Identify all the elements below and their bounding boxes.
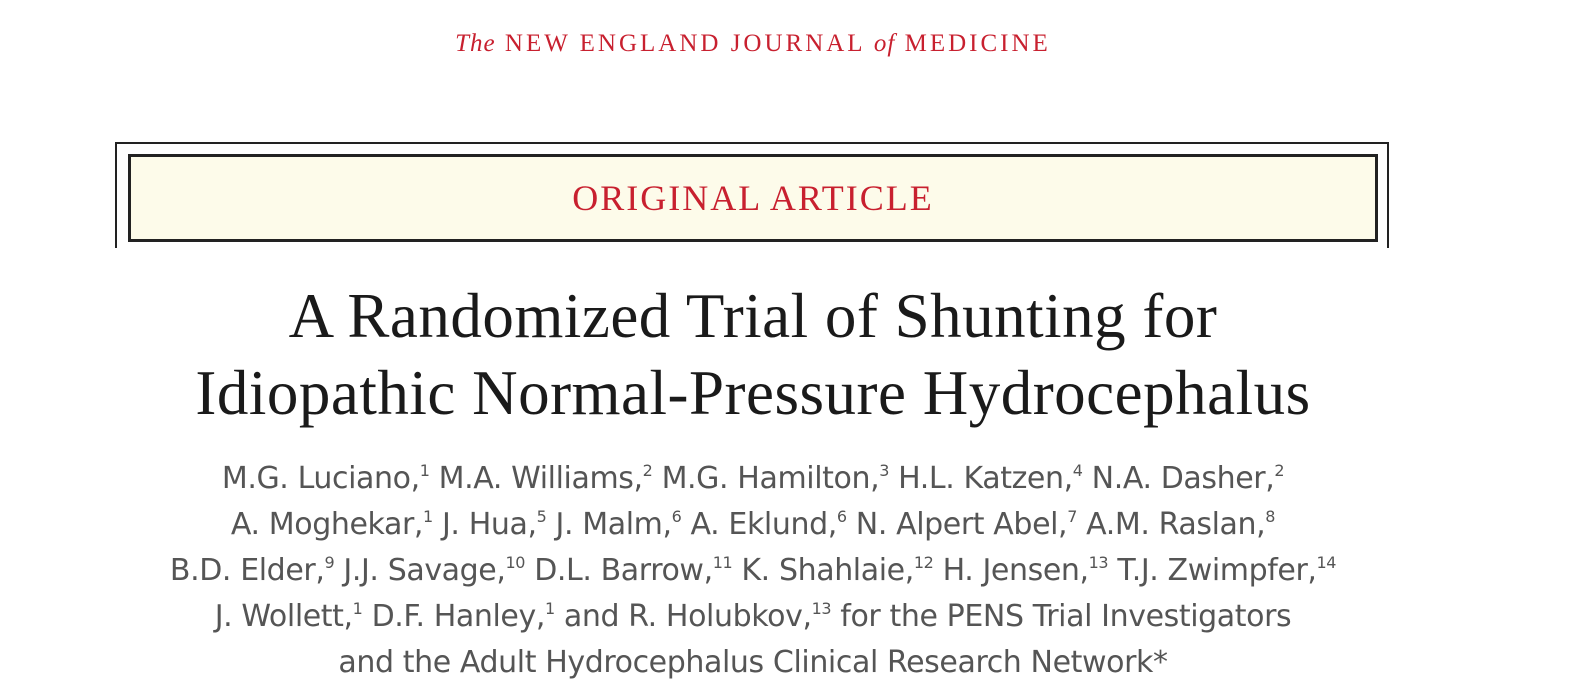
masthead-name-part1: NEW ENGLAND JOURNAL bbox=[504, 30, 865, 57]
affiliation-number: 14 bbox=[1316, 553, 1337, 572]
affiliation-number: 13 bbox=[1088, 553, 1109, 572]
author-name: K. Shahlaie, bbox=[741, 553, 914, 588]
author-line bbox=[0, 456, 1506, 502]
masthead-the: The bbox=[455, 30, 496, 57]
article-type-banner bbox=[128, 154, 1378, 242]
affiliation-number: 13 bbox=[811, 599, 832, 618]
affiliation-number: 2 bbox=[642, 461, 653, 480]
author-name: A. Eklund, bbox=[690, 507, 837, 542]
affiliation-number: 6 bbox=[671, 507, 682, 526]
affiliation-number: 10 bbox=[505, 553, 526, 572]
affiliation-number: 5 bbox=[536, 507, 547, 526]
masthead-name-part2: MEDICINE bbox=[904, 30, 1051, 57]
author-name: N.A. Dasher, bbox=[1091, 461, 1275, 496]
group-credit-line: and the Adult Hydrocephalus Clinical Research Network* bbox=[338, 645, 1168, 680]
article-title bbox=[0, 278, 1506, 432]
group-credit: for the PENS Trial Investigators bbox=[840, 599, 1292, 634]
author-name: J. Malm, bbox=[555, 507, 672, 542]
affiliation-number: 8 bbox=[1265, 507, 1276, 526]
author-name: M.G. Hamilton, bbox=[661, 461, 880, 496]
author-name: M.G. Luciano, bbox=[221, 461, 420, 496]
affiliation-number: 11 bbox=[712, 553, 733, 572]
affiliation-number: 1 bbox=[423, 507, 433, 526]
author-name: and R. Holubkov, bbox=[563, 599, 812, 634]
author-line bbox=[0, 502, 1506, 548]
author-line bbox=[0, 594, 1506, 640]
author-name: D.L. Barrow, bbox=[534, 553, 713, 588]
author-name: H.L. Katzen, bbox=[898, 461, 1073, 496]
author-name: D.F. Hanley, bbox=[371, 599, 545, 634]
affiliation-number: 4 bbox=[1072, 461, 1083, 480]
author-name: A.M. Raslan, bbox=[1086, 507, 1266, 542]
author-name: J.J. Savage, bbox=[343, 553, 506, 588]
author-name: H. Jensen, bbox=[942, 553, 1089, 588]
author-name: N. Alpert Abel, bbox=[855, 507, 1068, 542]
affiliation-number: 2 bbox=[1274, 461, 1285, 480]
journal-masthead bbox=[0, 30, 1506, 58]
article-type-label: ORIGINAL ARTICLE bbox=[572, 178, 934, 218]
title-line-2: Idiopathic Normal-Pressure Hydrocephalus bbox=[195, 358, 1311, 428]
author-list bbox=[0, 456, 1506, 686]
affiliation-number: 1 bbox=[352, 599, 363, 618]
affiliation-number: 3 bbox=[879, 461, 889, 480]
masthead-of: of bbox=[873, 30, 896, 57]
affiliation-number: 1 bbox=[419, 461, 430, 480]
author-name: T.J. Zwimpfer, bbox=[1117, 553, 1317, 588]
author-line bbox=[0, 548, 1506, 594]
title-line-1: A Randomized Trial of Shunting for bbox=[288, 281, 1218, 351]
author-name: M.A. Williams, bbox=[438, 461, 643, 496]
author-name: J. Wollett, bbox=[214, 599, 353, 634]
affiliation-number: 6 bbox=[836, 507, 847, 526]
affiliation-number: 12 bbox=[913, 553, 934, 572]
author-name: A. Moghekar, bbox=[230, 507, 424, 542]
author-name: J. Hua, bbox=[441, 507, 537, 542]
affiliation-number: 1 bbox=[544, 599, 555, 618]
author-name: B.D. Elder, bbox=[169, 553, 325, 588]
affiliation-number: 9 bbox=[324, 553, 335, 572]
affiliation-number: 7 bbox=[1067, 507, 1077, 526]
